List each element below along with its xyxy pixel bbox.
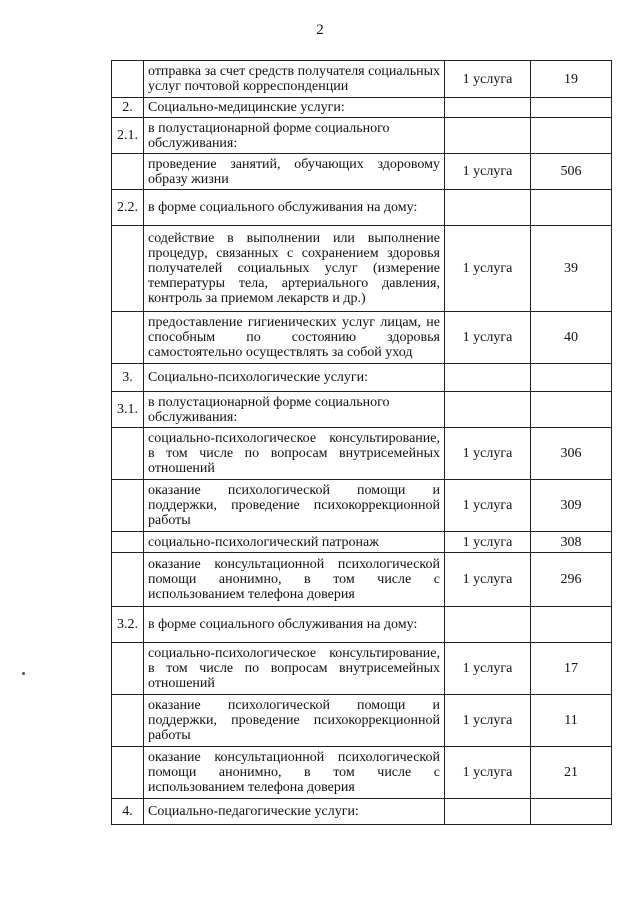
unit-cell: 1 услуга xyxy=(445,226,531,312)
service-name-cell: содействие в выполнении или выполнение процедур, связанных с сохранением здоровья получателей социальных услуг (измерение температуры тела, артериального давления, контроль за приемом лекарств и др.) xyxy=(144,226,445,312)
service-name-cell: в форме социального обслуживания на дому: xyxy=(144,607,445,643)
unit-cell xyxy=(445,118,531,154)
quantity-cell xyxy=(531,118,612,154)
row-number-cell xyxy=(112,61,144,98)
service-name-cell: социально-психологический патронаж xyxy=(144,532,445,553)
service-name-cell: оказание консультационной психологической помощи анонимно, в том числе с использованием телефона доверия xyxy=(144,747,445,799)
quantity-cell: 17 xyxy=(531,643,612,695)
service-name-cell: в полустационарной форме социального обслуживания: xyxy=(144,118,445,154)
quantity-cell: 40 xyxy=(531,312,612,364)
unit-cell: 1 услуга xyxy=(445,695,531,747)
row-number-cell: 4. xyxy=(112,799,144,825)
row-number-cell: 3.1. xyxy=(112,392,144,428)
stray-mark xyxy=(22,672,25,675)
service-name-cell: Социально-педагогические услуги: xyxy=(144,799,445,825)
service-name-cell: отправка за счет средств получателя социальных услуг почтовой корреспонденции xyxy=(144,61,445,98)
row-number-cell xyxy=(112,428,144,480)
row-number-cell xyxy=(112,154,144,190)
unit-cell xyxy=(445,190,531,226)
quantity-cell xyxy=(531,392,612,428)
table-row xyxy=(112,392,612,428)
table-row xyxy=(112,61,612,98)
row-number-cell xyxy=(112,532,144,553)
row-number-cell xyxy=(112,553,144,607)
unit-cell: 1 услуга xyxy=(445,312,531,364)
service-name-cell: оказание психологической помощи и поддержки, проведение психокоррекционной работы xyxy=(144,480,445,532)
quantity-cell: 19 xyxy=(531,61,612,98)
unit-cell: 1 услуга xyxy=(445,553,531,607)
service-name-cell: Социально-медицинские услуги: xyxy=(144,98,445,118)
unit-cell: 1 услуга xyxy=(445,61,531,98)
quantity-cell: 308 xyxy=(531,532,612,553)
unit-cell: 1 услуга xyxy=(445,643,531,695)
row-number-cell: 2.1. xyxy=(112,118,144,154)
service-name-cell: оказание психологической помощи и поддержки, проведение психокоррекционной работы xyxy=(144,695,445,747)
service-name-cell: оказание консультационной психологической помощи анонимно, в том числе с использованием телефона доверия xyxy=(144,553,445,607)
row-number-cell xyxy=(112,312,144,364)
service-name-cell: социально-психологическое консультирование, в том числе по вопросам внутрисемейных отношений xyxy=(144,428,445,480)
quantity-cell: 39 xyxy=(531,226,612,312)
quantity-cell: 306 xyxy=(531,428,612,480)
table-row xyxy=(112,154,612,190)
service-name-cell: предоставление гигиенических услуг лицам, не способным по состоянию здоровья самостоятельно осуществлять за собой уход xyxy=(144,312,445,364)
quantity-cell: 296 xyxy=(531,553,612,607)
unit-cell xyxy=(445,98,531,118)
unit-cell xyxy=(445,364,531,392)
table-row xyxy=(112,747,612,799)
quantity-cell: 11 xyxy=(531,695,612,747)
quantity-cell xyxy=(531,364,612,392)
unit-cell: 1 услуга xyxy=(445,154,531,190)
quantity-cell xyxy=(531,190,612,226)
row-number-cell: 2.2. xyxy=(112,190,144,226)
quantity-cell xyxy=(531,98,612,118)
table-row xyxy=(112,118,612,154)
row-number-cell: 2. xyxy=(112,98,144,118)
row-number-cell xyxy=(112,695,144,747)
service-name-cell: Социально-психологические услуги: xyxy=(144,364,445,392)
services-table-body xyxy=(112,61,612,825)
quantity-cell: 506 xyxy=(531,154,612,190)
service-name-cell: в форме социального обслуживания на дому: xyxy=(144,190,445,226)
unit-cell xyxy=(445,799,531,825)
quantity-cell xyxy=(531,799,612,825)
service-name-cell: в полустационарной форме социального обслуживания: xyxy=(144,392,445,428)
quantity-cell: 21 xyxy=(531,747,612,799)
service-name-cell: проведение занятий, обучающих здоровому образу жизни xyxy=(144,154,445,190)
unit-cell: 1 услуга xyxy=(445,532,531,553)
table-row xyxy=(112,428,612,480)
unit-cell: 1 услуга xyxy=(445,428,531,480)
table-row xyxy=(112,98,612,118)
unit-cell xyxy=(445,392,531,428)
table-row xyxy=(112,799,612,825)
table-row xyxy=(112,190,612,226)
table-row xyxy=(112,364,612,392)
table-row xyxy=(112,643,612,695)
row-number-cell xyxy=(112,747,144,799)
table-row xyxy=(112,480,612,532)
service-name-cell: социально-психологическое консультирование, в том числе по вопросам внутрисемейных отношений xyxy=(144,643,445,695)
table-row xyxy=(112,695,612,747)
table-row xyxy=(112,226,612,312)
quantity-cell xyxy=(531,607,612,643)
row-number-cell xyxy=(112,643,144,695)
row-number-cell: 3.2. xyxy=(112,607,144,643)
row-number-cell xyxy=(112,480,144,532)
row-number-cell: 3. xyxy=(112,364,144,392)
table-row xyxy=(112,607,612,643)
table-row xyxy=(112,532,612,553)
quantity-cell: 309 xyxy=(531,480,612,532)
services-table xyxy=(111,60,612,825)
unit-cell: 1 услуга xyxy=(445,480,531,532)
table-row xyxy=(112,553,612,607)
unit-cell: 1 услуга xyxy=(445,747,531,799)
unit-cell xyxy=(445,607,531,643)
table-row xyxy=(112,312,612,364)
page-number: 2 xyxy=(316,22,324,38)
row-number-cell xyxy=(112,226,144,312)
